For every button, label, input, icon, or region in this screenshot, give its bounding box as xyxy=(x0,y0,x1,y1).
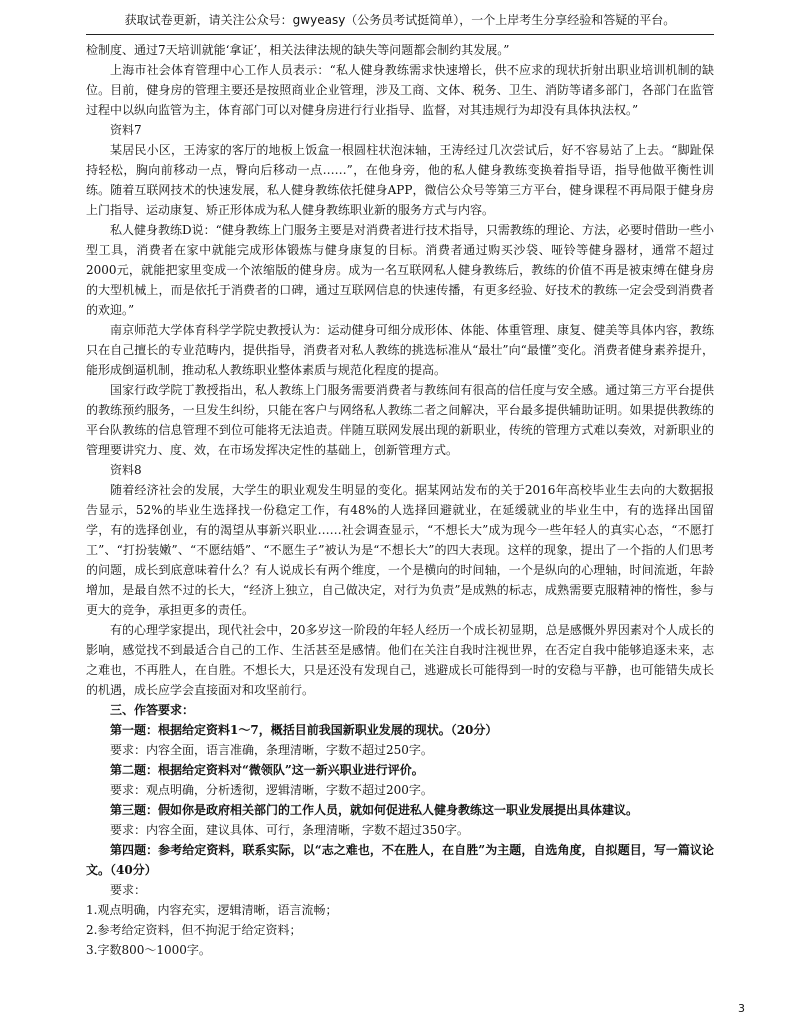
section-heading-material-8: 资料8 xyxy=(110,463,142,477)
paragraph: 有的心理学家提出，现代社会中，20多岁这一阶段的年轻人经历一个成长初显期，总是感慨外界因素对个人成长的影响，感觉找不到最适合自己的工作、生活甚至是感情。他们在关注自我时注视世界，在否定自我中能够追逐未来，志之难也，不再胜人，在自胜。不想长大，只是还没有发现自己，逃避成长可能得到一时的安稳与平静，也可能错失成长的机遇，成长应学会直接面对和攻坚前行。 xyxy=(86,623,714,697)
question-3: 第三题：假如你是政府相关部门的工作人员，就如何促进私人健身教练这一职业发展提出具体建议。 xyxy=(110,803,639,817)
paragraph: 检制度、通过7天培训就能‘拿证’，相关法律法规的缺失等问题都会制约其发展。” xyxy=(86,43,510,57)
question-4-requirement-label: 要求： xyxy=(110,883,147,897)
question-2: 第二题：根据给定资料对“微领队”这一新兴职业进行评价。 xyxy=(110,763,424,777)
paragraph: 某居民小区，王涛家的客厅的地板上饭盒一根圆柱状泡沫轴，王涛经过几次尝试后，好不容易站了上去。“脚趾保持轻松，胸向前移动一点，臀向后移动一点……”，在他身旁，他的私人健身教练变换着指导语，指导他做平衡性训练。随着互联网技术的快速发展，私人健身教练依托健身APP，微信公众号等第三方平台，健身课程不再局限于健身房上门指导、运动康复、矫正形体成为私人健身教练职业新的服务方式与内容。 xyxy=(86,143,714,217)
question-2-requirement: 要求：观点明确，分析透彻，逻辑清晰，字数不超过200字。 xyxy=(110,783,433,797)
question-1: 第一题：根据给定资料1～7，概括目前我国新职业发展的现状。（20分） xyxy=(110,723,498,737)
question-1-requirement: 要求：内容全面，语言准确，条理清晰，字数不超过250字。 xyxy=(110,743,433,757)
paragraph: 国家行政学院丁教授指出，私人教练上门服务需要消费者与教练间有很高的信任度与安全感。通过第三方平台提供的教练预约服务，一旦发生纠纷，只能在客户与网络私人教练二者之间解决，平台最多提供辅助证明。如果提供教练的平台队教练的信息管理不到位可能将无法追责。伴随互联网发展出现的新职业，传统的管理方式难以奏效，对新职业的管理要讲究力、度、效，在市场发挥决定性的基础上，创新管理方式。 xyxy=(86,383,714,457)
page-number: 3 xyxy=(738,1002,745,1015)
paragraph: 私人健身教练D说：“健身教练上门服务主要是对消费者进行技术指导，只需教练的理论、方法，必要时借助一些小型工具，消费者在家中就能完成形体锻炼与健身康复的目标。消费者通过购买沙袋、哑铃等健身器材，通常不超过2000元，就能把家里变成一个浓缩版的健身房。成为一名互联网私人健身教练后，教练的价值不再是被束缚在健身房的大型机械上，而是依托于消费者的口碑，通过互联网信息的快速传播，有更多经验、好技术的教练一定会受到消费者的欢迎。” xyxy=(86,223,714,317)
question-3-requirement: 要求：内容全面，建议具体、可行，条理清晰，字数不超过350字。 xyxy=(110,823,469,837)
requirement-item: 2.参考给定资料，但不拘泥于给定资料； xyxy=(86,923,302,937)
paragraph: 随着经济社会的发展，大学生的职业观发生明显的变化。据某网站发布的关于2016年高校毕业生去向的大数据报告显示，52%的毕业生选择找一份稳定工作，有48%的人选择回避就业，在延缓就业的毕业生中，有的选择出国留学，有的选择创业，有的渴望从事新兴职业……社会调查显示，“不想长大”成为现今一些年轻人的真实心态，“不愿打工”、“打扮装嫩”、“不愿结婚”、“不愿生子”被认为是“不想长大”的四大表现。这样的现象，提出了一个指的人们思考的问题，成长到底意味着什么？有人说成长有两个维度，一个是横向的时间轴，一个是纵向的心理轴，时间流逝，年龄增加，是最自然不过的长大，“经济上独立，自己做决定，对行为负责”是成熟的标志，成熟需要克服精神的惰性，参与更大的竞争，承担更多的责任。 xyxy=(86,483,714,617)
requirement-item: 1.观点明确，内容充实，逻辑清晰，语言流畅； xyxy=(86,903,338,917)
document-body xyxy=(86,40,714,960)
paragraph: 上海市社会体育管理中心工作人员表示：“私人健身教练需求快速增长，供不应求的现状折射出职业培训机制的缺位。目前，健身房的管理主要还是按照商业企业管理，涉及工商、文体、税务、卫生、消防等诸多部门，各部门在监管过程中以纵向监管为主，体育部门可以对健身房进行行业指导、监督，对其违规行为却没有具体执法权。” xyxy=(86,63,714,117)
section-heading-requirements: 三、作答要求： xyxy=(110,703,195,717)
section-heading-material-7: 资料7 xyxy=(110,123,142,137)
page-header: 获取试卷更新，请关注公众号：gwyeasy（公务员考试挺简单），一个上岸考生分享经验和答疑的平台。 xyxy=(86,12,714,35)
question-4: 第四题：参考给定资料，联系实际，以“志之难也，不在胜人，在自胜”为主题，自选角度，自拟题目，写一篇议论文。（40分） xyxy=(86,843,714,877)
requirement-item: 3.字数800～1000字。 xyxy=(86,943,211,957)
paragraph: 南京师范大学体育科学学院史教授认为：运动健身可细分成形体、体能、体重管理、康复、健美等具体内容，教练只在自己擅长的专业范畴内，提供指导，消费者对私人教练的挑选标准从“最壮”向“最懂”变化。消费者健身素养提升，能形成倒逼机制，推动私人教练职业整体素质与规范化程度的提高。 xyxy=(86,323,714,377)
